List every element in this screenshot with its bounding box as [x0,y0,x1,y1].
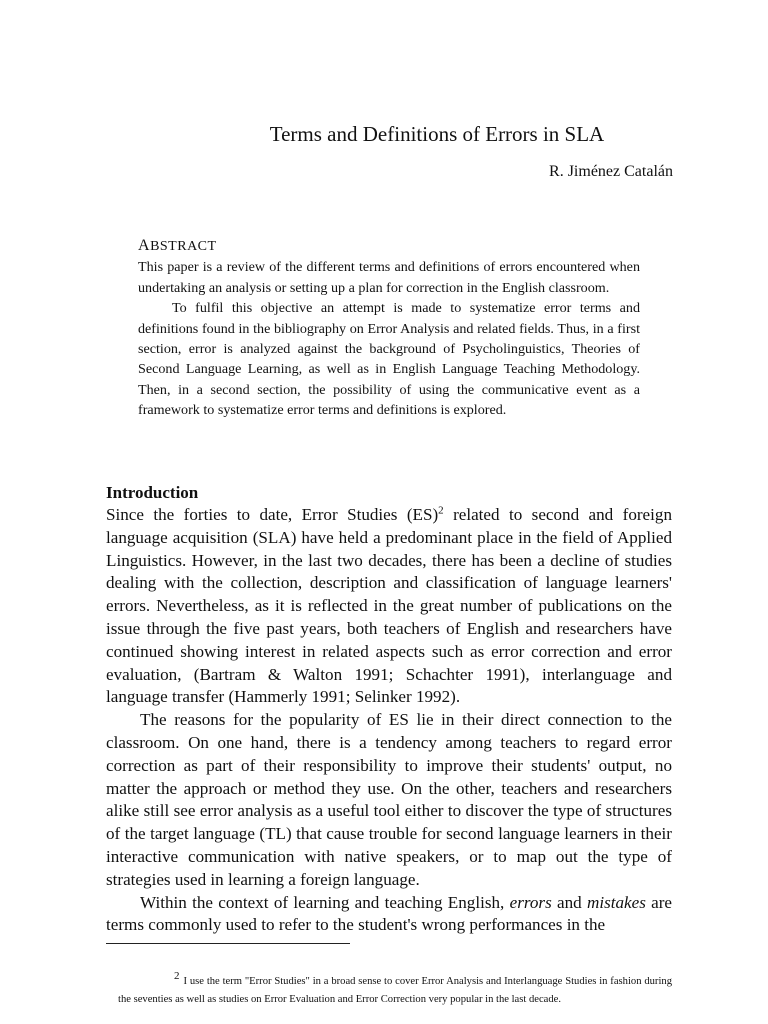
intro-paragraph-2: The reasons for the popularity of ES lie in their direct connection to the classroom. On one hand, there is a tendency among teachers to regard error correction as part of their responsibility to improve their students' output, no matter the approach or method they use. On the other, teachers and researchers alike still see error analysis as a useful tool either to discover the type of structures of the target language (TL) that cause trouble for second language learners in their interactive communication with native speakers, or to map out the type of strategies used in learning a foreign language. [106,710,672,889]
intro-p3-em-errors: errors [509,892,552,912]
intro-paragraph-1 [106,504,672,709]
footnote-mark: 2 [174,970,180,982]
introduction-body [106,504,672,937]
author-name: R. Jiménez Catalán [549,163,673,180]
footnote-divider [106,943,350,944]
introduction-heading: Introduction [106,483,199,502]
intro-p3-part-c: are terms commonly used to refer to the student's wrong performances in the [106,892,673,935]
abstract-heading-initial: A [138,237,151,254]
abstract-heading-rest: BSTRACT [150,239,217,254]
abstract-section [138,236,640,421]
intro-paragraph-3 [106,892,672,938]
paper-title: Terms and Definitions of Errors in SLA [269,122,605,146]
footnote [118,968,672,1008]
intro-p3-em-mistakes: mistakes [586,892,646,912]
footnote-text: I use the term "Error Studies" in a broad sense to cover Error Analysis and Interlanguage Studies in fashion during the seventies as well as studies on Error Evaluation and Error Correction very popular in the last decade. [118,976,672,1005]
abstract-paragraph-2: To fulfil this objective an attempt is made to systematize error terms and definitions found in the bibliography on Error Analysis and related fields. Thus, in a first section, error is analyzed against the background of Psycholinguistics, Theories of Second Language Learning, as well as in English Language Teaching Methodology. Then, in a second section, the possibility of using the communicative event as a framework to systematize error terms and definitions is explored. [138,300,640,419]
footnote-ref: 2 [438,504,444,517]
intro-p3-part-b: and [551,892,587,912]
intro-p3-part-a: Within the context of learning and teaching English, [140,892,510,912]
intro-p1-part-b: related to second and foreign language acquisition (SLA) have held a predominant place in the field of Applied Linguistics. However, in the last two decades, there has been a decline of studies dealing with the collection, description and classification of language learners' errors. Nevertheless, as it is reflected in the great number of publications on the issue through the five past years, both teachers of English and researchers have continued showing interest in related aspects such as error correction and error evaluation, (Bartram & Walton 1991; Schachter 1991), interlanguage and language transfer (Hammerly 1991; Selinker 1992). [106,505,672,707]
abstract-paragraph-1: This paper is a review of the different terms and definitions of errors encountered when undertaking an analysis or setting up a plan for correction in the English classroom. [138,259,640,296]
intro-p1-part-a: Since the forties to date, Error Studies (ES) [106,505,439,524]
abstract-heading [138,236,640,257]
